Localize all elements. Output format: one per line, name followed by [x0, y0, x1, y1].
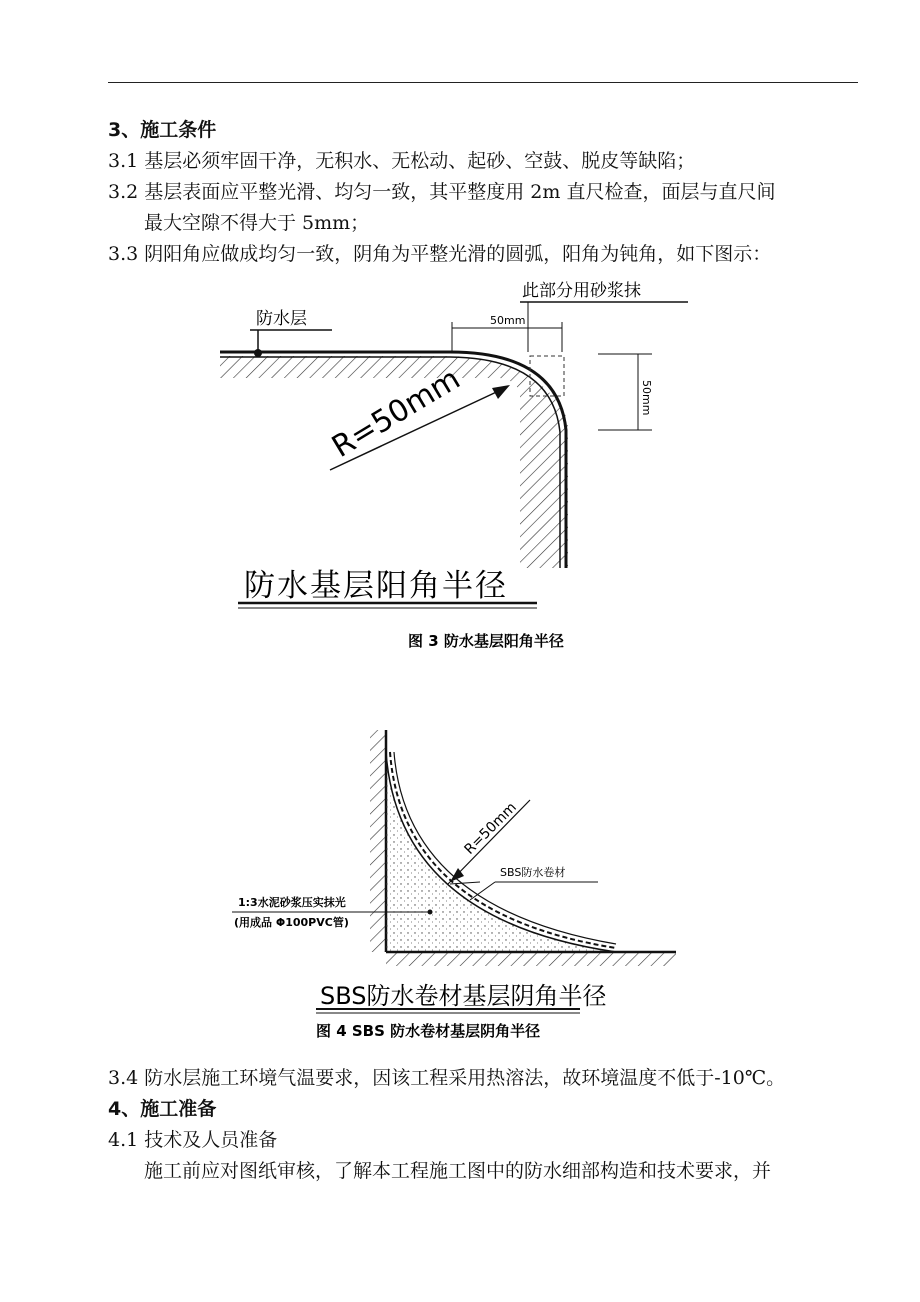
fig4-inner-title: SBS防水卷材基层阴角半径: [320, 982, 607, 1010]
fig4-caption: 图 4 SBS 防水卷材基层阴角半径: [316, 1022, 541, 1040]
item-3-3: 3.3 阴阳角应做成均匀一致，阴角为平整光滑的圆弧，阳角为钝角，如下图示：: [108, 243, 772, 265]
fig3-dim-horizontal: 50mm: [490, 314, 526, 327]
item-3-1: 3.1 基层必须牢固干净，无积水、无松动、起砂、空鼓、脱皮等缺陷；: [108, 150, 696, 172]
section3-heading: 3、施工条件: [108, 119, 217, 141]
fig3-substrate: [220, 356, 568, 568]
fig3-waterproof-layer: [220, 352, 566, 568]
fig3-caption: 图 3 防水基层阳角半径: [408, 632, 564, 650]
fig4-label-mortar-2: (用成品 Φ100PVC管): [234, 916, 349, 929]
fig3-label-mortar: 此部分用砂浆抹: [522, 281, 641, 301]
figure-3: [220, 281, 688, 650]
fig4-label-mortar-1: 1:3水泥砂浆压实抹光: [238, 896, 346, 909]
item-4-1: 4.1 技术及人员准备: [108, 1129, 278, 1151]
para-4-1: 施工前应对图纸审核，了解本工程施工图中的防水细部构造和技术要求，并: [144, 1160, 772, 1182]
fig4-floor: [386, 952, 676, 966]
fig3-radius-label: R=50mm: [326, 361, 467, 465]
fig3-label-layer: 防水层: [256, 309, 307, 329]
fig3-inner-title: 防水基层阳角半径: [244, 568, 508, 604]
fig3-dim-vertical: 50mm: [640, 380, 653, 416]
fig4-mortar-fillet: [386, 752, 616, 952]
item-3-2: 3.2 基层表面应平整光滑、均匀一致，其平整度用 2m 直尺检查，面层与直尺间: [108, 181, 776, 203]
section4-heading: 4、施工准备: [108, 1098, 217, 1120]
fig4-wall: [370, 730, 386, 952]
figure-4: [232, 730, 676, 1040]
fig4-radius-label: R=50mm: [461, 799, 520, 858]
item-3-2-cont: 最大空隙不得大于 5mm；: [144, 212, 370, 234]
item-3-4: 3.4 防水层施工环境气温要求，因该工程采用热溶法，故环境温度不低于-10℃。: [108, 1067, 786, 1089]
fig4-label-membrane: SBS防水卷材: [500, 866, 566, 879]
